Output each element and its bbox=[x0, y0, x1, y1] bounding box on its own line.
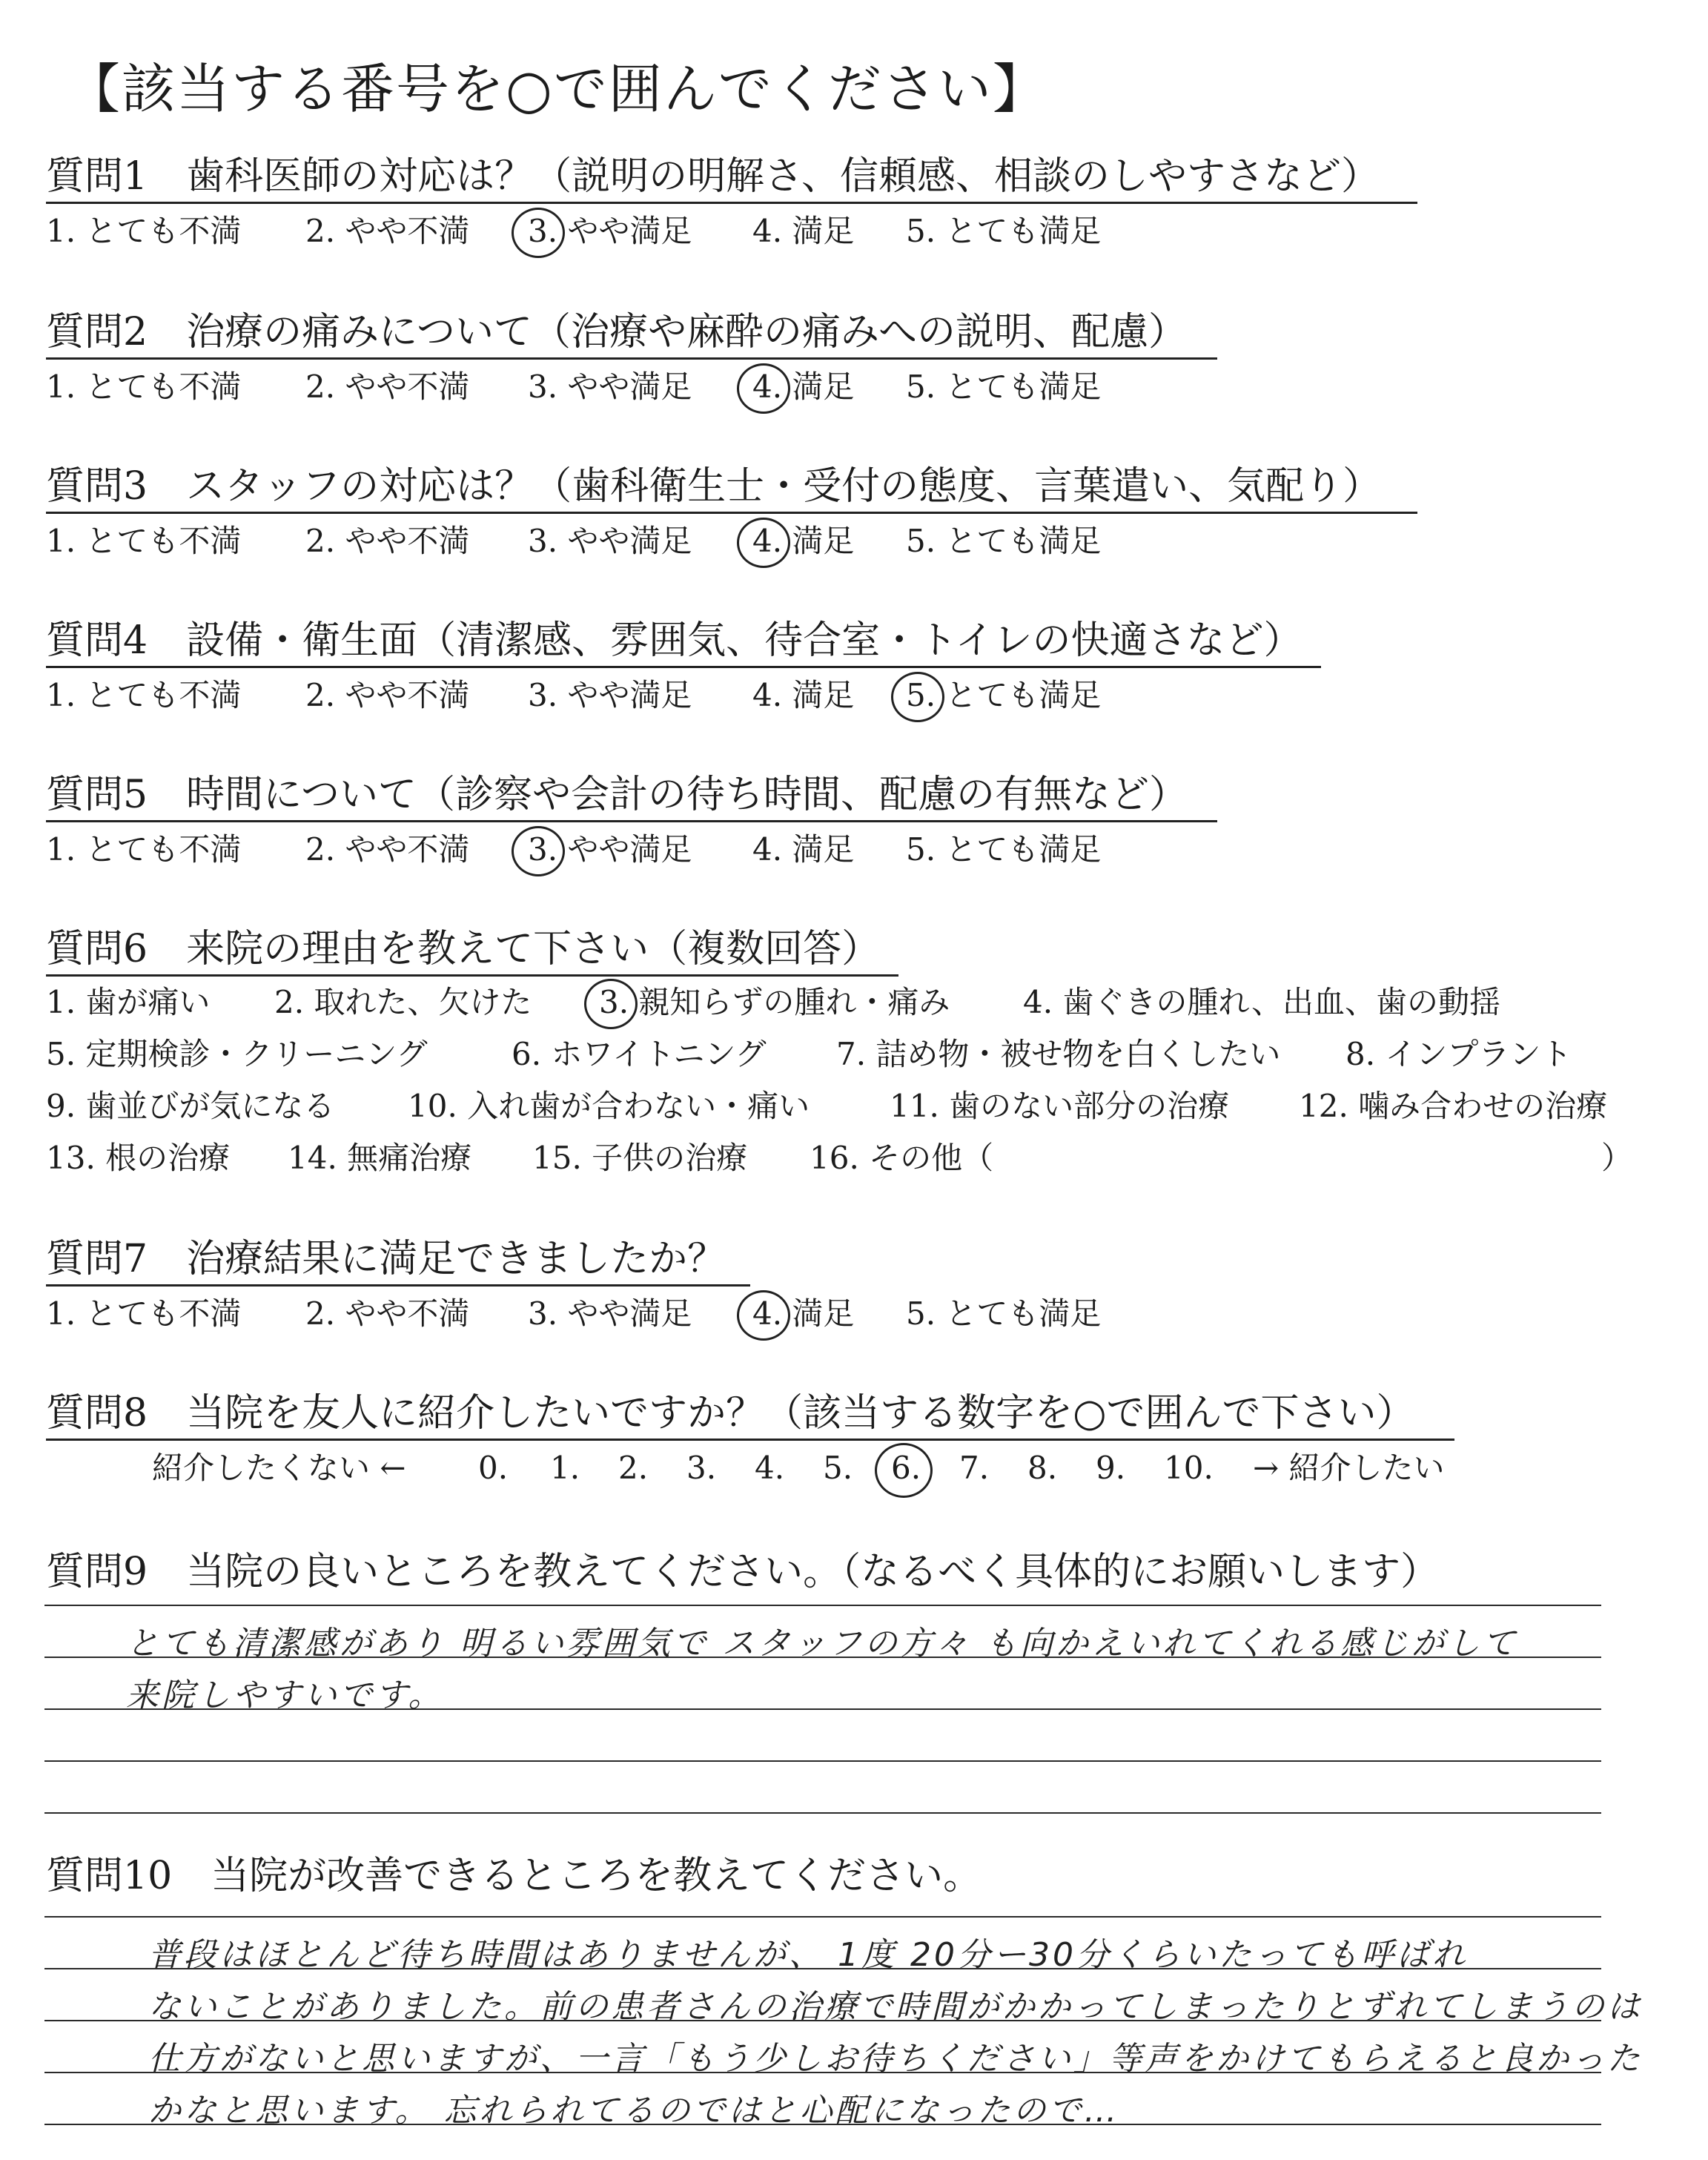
reason-option[interactable]: 8. インプラント bbox=[1345, 1036, 1572, 1072]
option-4[interactable]: 4. 満足 bbox=[752, 369, 855, 405]
option-4[interactable]: 4. 満足 bbox=[752, 831, 855, 868]
question-label: 質問5 時間について（診察や会計の待ち時間、配慮の有無など） bbox=[46, 773, 1188, 817]
reason-option[interactable]: 4. 歯ぐきの腫れ、出血、歯の動揺 bbox=[1023, 984, 1500, 1020]
question-label: 質問1 歯科医師の対応は？（説明の明解さ、信頼感、相談のしやすさなど） bbox=[46, 154, 1380, 199]
option-4[interactable]: 4. 満足 bbox=[752, 1295, 855, 1332]
option-5[interactable]: 5. とても満足 bbox=[906, 213, 1102, 249]
option-1[interactable]: 1. とても不満 bbox=[46, 369, 242, 405]
option-3[interactable]: 3. やや満足 bbox=[528, 213, 692, 249]
option-5[interactable]: 5. とても満足 bbox=[906, 1295, 1102, 1332]
question-underline bbox=[46, 666, 1321, 668]
option-3[interactable]: 3. やや満足 bbox=[528, 831, 692, 868]
question-label: 質問6 来院の理由を教えて下さい（複数回答） bbox=[46, 927, 881, 971]
option-3[interactable]: 3. やや満足 bbox=[528, 677, 692, 713]
scale-option[interactable]: 9. bbox=[1096, 1450, 1126, 1486]
option-2[interactable]: 2. やや不満 bbox=[305, 213, 470, 249]
answer-rule bbox=[44, 1760, 1601, 1762]
handwritten-answer-line: 普段はほとんど待ち時間はありませんが、 1度 20分ー30分くらいたっても呼ばれ bbox=[148, 1936, 1468, 1974]
selection-circle bbox=[891, 672, 944, 722]
question-label: 質問8 当院を友人に紹介したいですか？（該当する数字を○で囲んで下さい） bbox=[46, 1391, 1415, 1436]
option-2[interactable]: 2. やや不満 bbox=[305, 369, 470, 405]
option-2[interactable]: 2. やや不満 bbox=[305, 831, 470, 868]
reason-option[interactable]: 3. 親知らずの腫れ・痛み bbox=[599, 984, 950, 1020]
option-1[interactable]: 1. とても不満 bbox=[46, 677, 242, 713]
answer-rule bbox=[44, 1812, 1601, 1814]
option-4[interactable]: 4. 満足 bbox=[752, 523, 855, 559]
other-close-paren: ） bbox=[1601, 1140, 1633, 1176]
reason-option[interactable]: 5. 定期検診・クリーニング bbox=[46, 1036, 428, 1072]
option-2[interactable]: 2. やや不満 bbox=[305, 1295, 470, 1332]
selection-circle bbox=[737, 363, 790, 414]
handwritten-answer-line: 仕方がないと思いますが、一言「もう少しお待ちください」等声をかけてもらえると良かった bbox=[148, 2040, 1643, 2078]
reason-option[interactable]: 11. 歯のない部分の治療 bbox=[890, 1088, 1230, 1124]
option-1[interactable]: 1. とても不満 bbox=[46, 1295, 242, 1332]
scale-left-label: 紹介したくない ← bbox=[152, 1450, 406, 1486]
scale-option[interactable]: 4. bbox=[755, 1450, 785, 1486]
scale-option[interactable]: 5. bbox=[823, 1450, 853, 1486]
answer-rule bbox=[44, 1605, 1601, 1606]
form-title: 【該当する番号を○で囲んでください】 bbox=[67, 58, 1047, 120]
selection-circle bbox=[737, 518, 790, 568]
reason-option[interactable]: 10. 入れ歯が合わない・痛い bbox=[408, 1088, 810, 1124]
scale-option[interactable]: 0. bbox=[478, 1450, 509, 1486]
option-5[interactable]: 5. とても満足 bbox=[906, 831, 1102, 868]
reason-option[interactable]: 12. 噛み合わせの治療 bbox=[1299, 1088, 1608, 1124]
question-underline bbox=[46, 1439, 1454, 1441]
question-label: 質問3 スタッフの対応は？（歯科衛生士・受付の態度、言葉遣い、気配り） bbox=[46, 464, 1382, 509]
scale-option[interactable]: 2. bbox=[618, 1450, 649, 1486]
handwritten-answer-line: かなと思います。 忘れられてるのではと心配になったので… bbox=[148, 2092, 1120, 2130]
reason-option[interactable]: 9. 歯並びが気になる bbox=[46, 1088, 335, 1124]
reason-option[interactable]: 14. 無痛治療 bbox=[288, 1140, 472, 1176]
question-label: 質問10 当院が改善できるところを教えてください。 bbox=[46, 1854, 982, 1898]
selection-circle bbox=[512, 208, 565, 258]
option-2[interactable]: 2. やや不満 bbox=[305, 523, 470, 559]
handwritten-answer-line: とても清潔感があり 明るい雰囲気で スタッフの方々 も向かえいれてくれる感じがして bbox=[126, 1625, 1518, 1662]
scale-option[interactable]: 3. bbox=[686, 1450, 717, 1486]
scale-option[interactable]: 7. bbox=[959, 1450, 990, 1486]
reason-option[interactable]: 15. 子供の治療 bbox=[532, 1140, 748, 1176]
scale-option[interactable]: 6. bbox=[891, 1450, 921, 1486]
reason-option[interactable]: 7. 詰め物・被せ物を白くしたい bbox=[836, 1036, 1281, 1072]
reason-option-other[interactable]: 16. その他（ bbox=[810, 1140, 994, 1176]
option-2[interactable]: 2. やや不満 bbox=[305, 677, 470, 713]
selection-circle bbox=[584, 979, 638, 1029]
question-label: 質問4 設備・衛生面（清潔感、雰囲気、待合室・トイレの快適さなど） bbox=[46, 618, 1302, 663]
scale-option[interactable]: 8. bbox=[1027, 1450, 1058, 1486]
option-1[interactable]: 1. とても不満 bbox=[46, 523, 242, 559]
selection-circle bbox=[875, 1443, 933, 1498]
scale-option[interactable]: 1. bbox=[550, 1450, 580, 1486]
question-underline bbox=[46, 820, 1217, 822]
option-1[interactable]: 1. とても不満 bbox=[46, 831, 242, 868]
option-4[interactable]: 4. 満足 bbox=[752, 213, 855, 249]
scale-option[interactable]: 10. bbox=[1164, 1450, 1214, 1486]
option-3[interactable]: 3. やや満足 bbox=[528, 523, 692, 559]
selection-circle bbox=[512, 826, 565, 876]
question-underline bbox=[46, 974, 898, 977]
option-3[interactable]: 3. やや満足 bbox=[528, 1295, 692, 1332]
option-3[interactable]: 3. やや満足 bbox=[528, 369, 692, 405]
handwritten-answer-line: ないことがありました。前の患者さんの治療で時間がかかってしまったりとずれてしまうのは bbox=[148, 1988, 1643, 2026]
question-underline bbox=[46, 512, 1417, 514]
question-underline bbox=[46, 202, 1417, 204]
option-5[interactable]: 5. とても満足 bbox=[906, 677, 1102, 713]
option-1[interactable]: 1. とても不満 bbox=[46, 213, 242, 249]
option-5[interactable]: 5. とても満足 bbox=[906, 523, 1102, 559]
option-4[interactable]: 4. 満足 bbox=[752, 677, 855, 713]
reason-option[interactable]: 6. ホワイトニング bbox=[512, 1036, 767, 1072]
question-underline bbox=[46, 1284, 750, 1287]
question-label: 質問2 治療の痛みについて（治療や麻酔の痛みへの説明、配慮） bbox=[46, 310, 1188, 354]
answer-rule bbox=[44, 1916, 1601, 1918]
question-label: 質問7 治療結果に満足できましたか？ bbox=[46, 1237, 726, 1281]
option-5[interactable]: 5. とても満足 bbox=[906, 369, 1102, 405]
selection-circle bbox=[737, 1290, 790, 1341]
question-label: 質問9 当院の良いところを教えてください。（なるべく具体的にお願いします） bbox=[46, 1550, 1440, 1594]
reason-option[interactable]: 2. 取れた、欠けた bbox=[274, 984, 532, 1020]
reason-option[interactable]: 13. 根の治療 bbox=[46, 1140, 231, 1176]
question-underline bbox=[46, 357, 1217, 360]
scale-right-label: → 紹介したい bbox=[1253, 1450, 1445, 1486]
reason-option[interactable]: 1. 歯が痛い bbox=[46, 984, 211, 1020]
handwritten-answer-line: 来院しやすいです。 bbox=[126, 1677, 444, 1714]
